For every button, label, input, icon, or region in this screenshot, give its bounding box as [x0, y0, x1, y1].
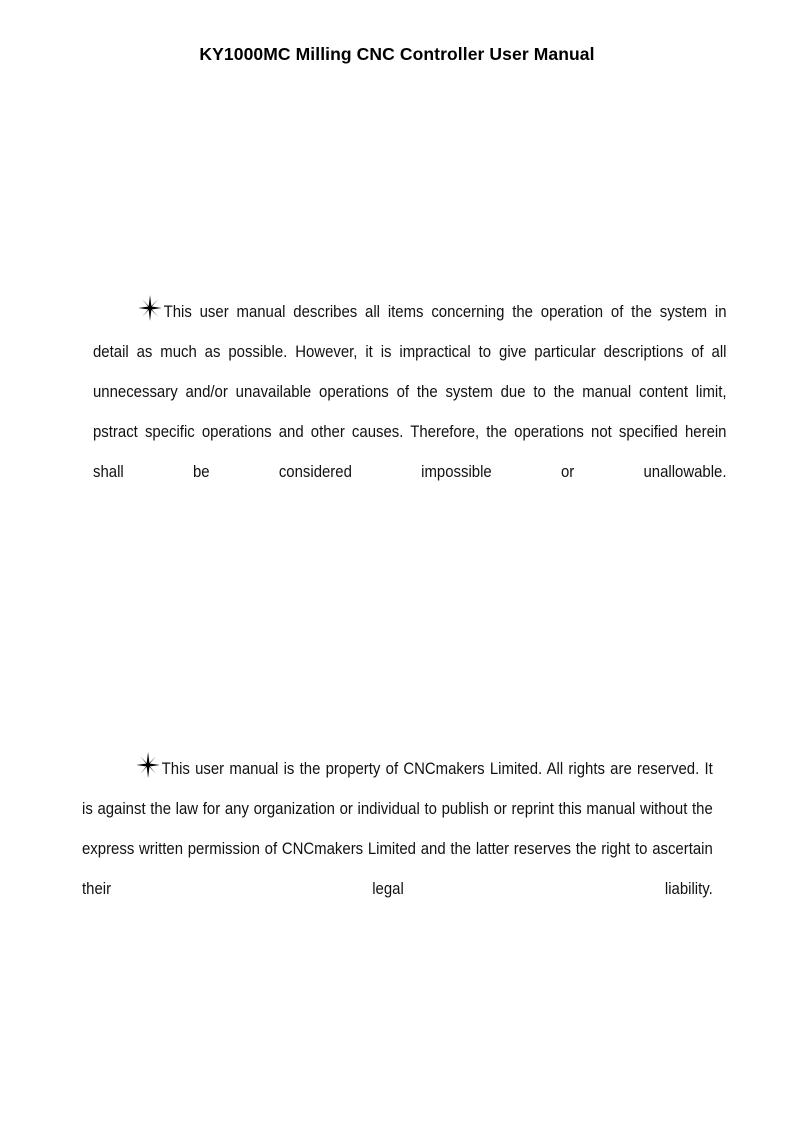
compass-rose-star-icon [136, 760, 161, 778]
compass-rose-star-icon [138, 303, 163, 321]
notice-paragraph-text: This user manual describes all items concerning the operation of the system in detail as much as possible. However, it is impractical to give particular descriptions of all unnecessary and/or unavailable operations of the system due to the manual content limit, pstract specific operations and other causes. Therefore, the operations not specified herein shall be considered impossible or unallowable. [93, 303, 727, 481]
page-title: KY1000MC Milling CNC Controller User Manual [199, 44, 595, 64]
notice-paragraph [93, 292, 727, 532]
copyright-paragraph-text: This user manual is the property of CNCmakers Limited. All rights are reserved. It is against the law for any organization or individual to publish or reprint this manual without the express written permission of CNCmakers Limited and the latter reserves the right to ascertain their legal liability. [82, 760, 713, 898]
copyright-paragraph [82, 749, 713, 949]
